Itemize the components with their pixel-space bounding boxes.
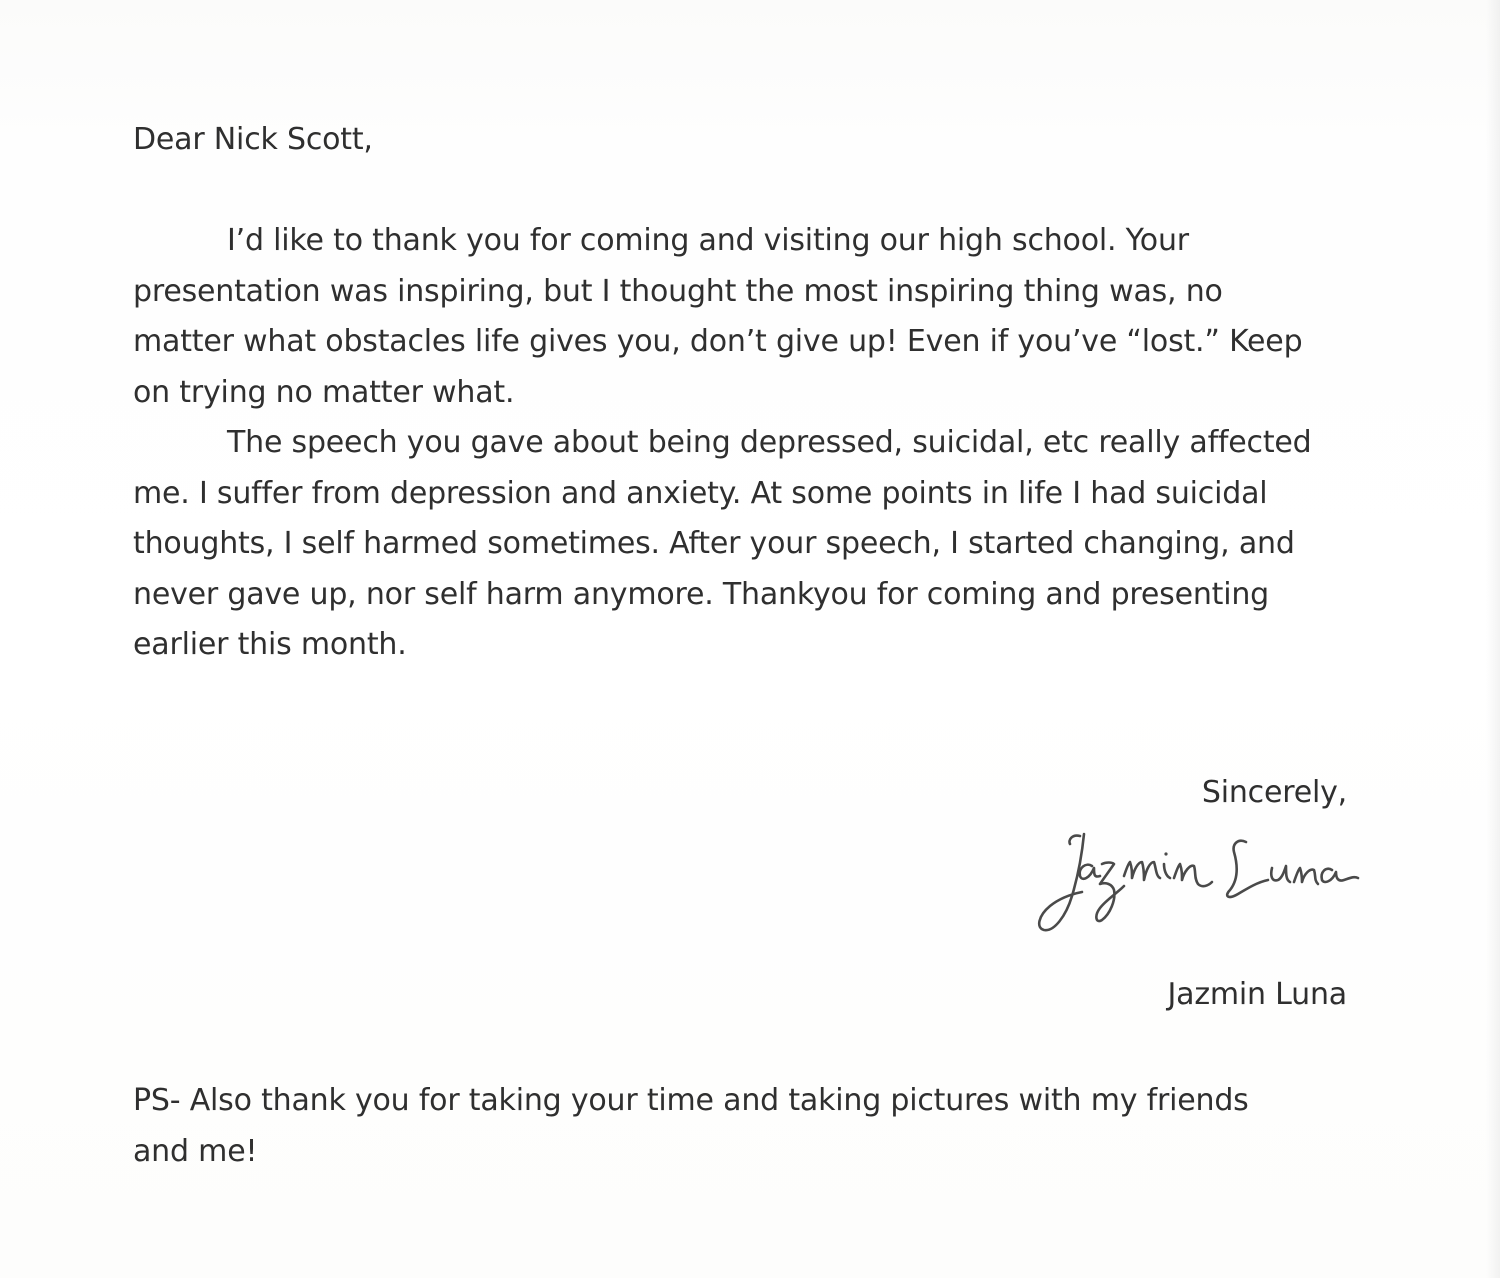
paragraph-line: I’d like to thank you for coming and visiting our high school. Your	[227, 223, 1189, 258]
postscript-line: PS- Also thank you for taking your time and taking pictures with my friends	[133, 1083, 1249, 1118]
postscript-line: and me!	[133, 1133, 258, 1169]
letter-postscript	[133, 1076, 1249, 1177]
handwritten-signature	[1032, 824, 1364, 936]
paragraph-line: matter what obstacles life gives you, don’t give up! Even if you’ve “lost.” Keep	[133, 324, 1303, 359]
paragraph-line: on trying no matter what.	[133, 374, 515, 410]
letter-paragraph-2	[133, 418, 1312, 671]
letter-closing: Sincerely,	[1201, 775, 1347, 810]
paragraph-line: earlier this month.	[133, 627, 407, 662]
paragraph-line: presentation was inspiring, but I thought the most inspiring thing was, no	[133, 273, 1223, 309]
paragraph-line: never gave up, nor self harm anymore. Thankyou for coming and presenting	[133, 576, 1270, 612]
letter-paragraph-1	[133, 216, 1302, 418]
paragraph-line: me. I suffer from depression and anxiety. At some points in life I had suicidal	[133, 475, 1268, 511]
letter-printed-name: Jazmin Luna	[1167, 977, 1347, 1012]
paragraph-line: The speech you gave about being depressed, suicidal, etc really affected	[227, 425, 1312, 460]
letter-greeting: Dear Nick Scott,	[133, 122, 373, 157]
paragraph-line: thoughts, I self harmed sometimes. After your speech, I started changing, and	[133, 526, 1295, 561]
